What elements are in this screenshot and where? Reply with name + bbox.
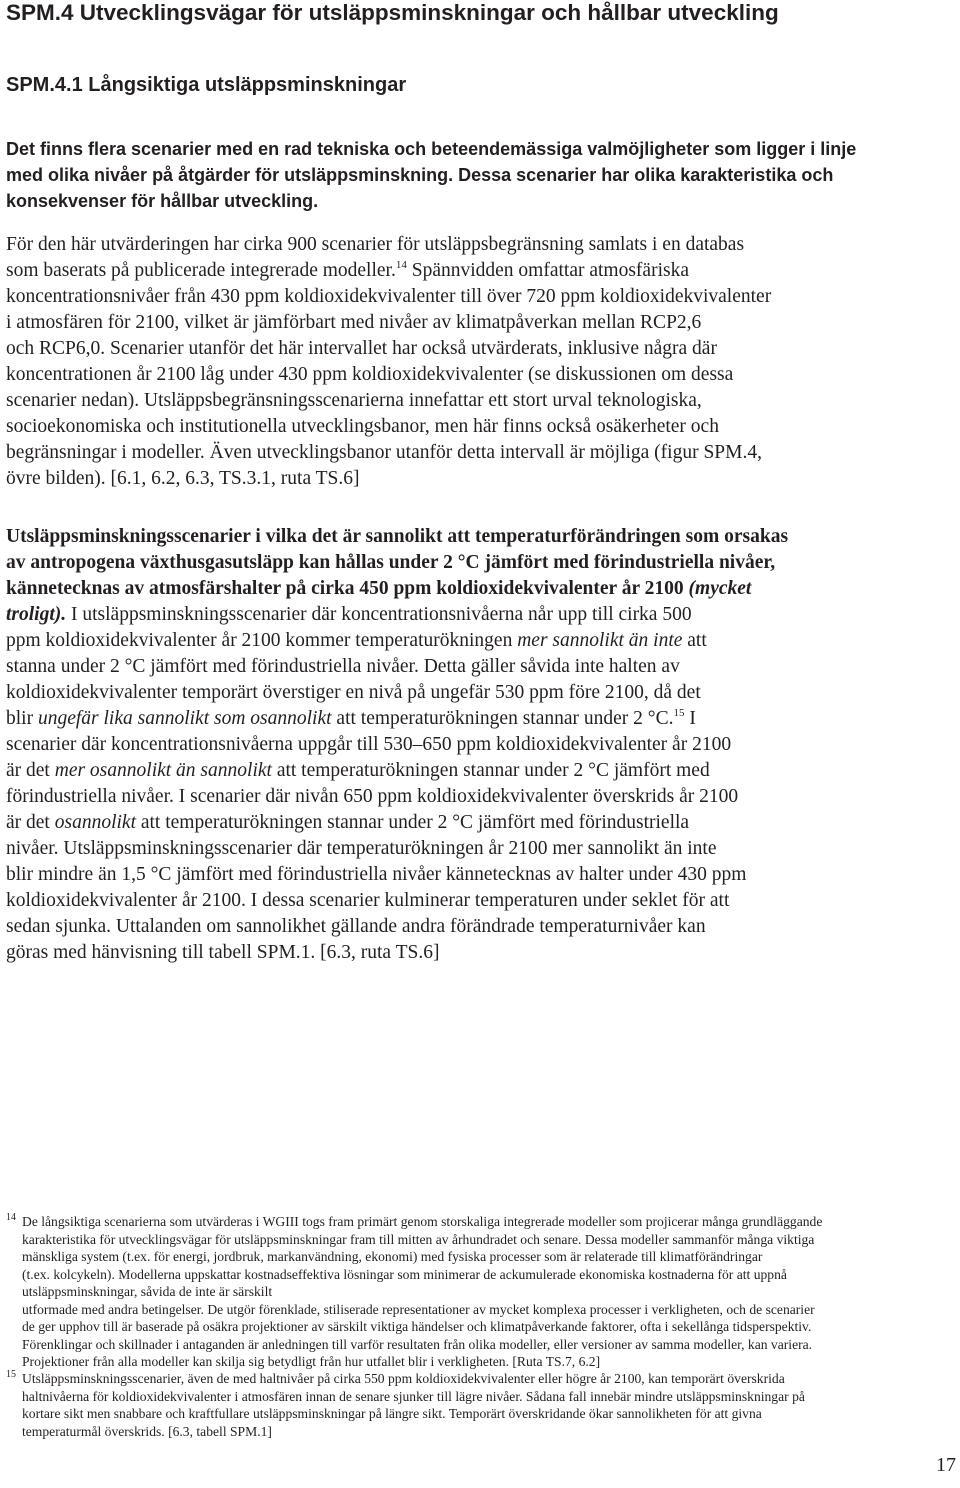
text-line: och RCP6,0. Scenarier utanför det här intervallet har också utvärderats, inklusive några där bbox=[6, 338, 717, 359]
footnote-number: 15 bbox=[6, 1369, 16, 1380]
footnote-15 bbox=[22, 1370, 934, 1440]
text-run: att temperaturökningen stannar under 2 °C. bbox=[331, 708, 674, 729]
footnote-line: utsläppsminskningar, såvida de inte är särskilt bbox=[22, 1284, 273, 1299]
footnote-line: (t.ex. kolcykeln). Modellerna uppskattar kostnadseffektiva lösningar som minimerar de ackumulerade ekonomiska kostnaderna för att uppnå bbox=[22, 1266, 787, 1282]
text-line: förindustriella nivåer. I scenarier där nivån 650 ppm koldioxidekvivalenter överskrids år 2100 bbox=[6, 786, 739, 807]
likelihood-term: osannolikt bbox=[54, 812, 136, 833]
likelihood-term: troligt). bbox=[6, 604, 67, 625]
text-line: koncentrationsnivåer från 430 ppm koldioxidekvivalenter till över 720 ppm koldioxidekvivalenter bbox=[6, 286, 772, 307]
text-line bbox=[6, 576, 956, 602]
text-line: övre bilden). [6.1, 6.2, 6.3, TS.3.1, ruta TS.6] bbox=[6, 468, 360, 489]
text-line bbox=[6, 706, 956, 732]
text-run: blir bbox=[6, 708, 38, 729]
text-line bbox=[6, 258, 956, 284]
footnote-line: mänskliga system (t.ex. för energi, jordbruk, markanvändning, ekonomi) med fysiska processer som är relaterade till klimatförändringar bbox=[22, 1249, 763, 1264]
intro-paragraph bbox=[6, 136, 950, 214]
footnote-line: de ger upphov till är baserade på osäkra projektioner av särskilt viktiga händelser och klimatpåverkande faktorer, ofta i sekellånga tidsperspektiv. bbox=[22, 1319, 812, 1334]
text-run: I utsläppsminskningsscenarier där koncentrationsnivåerna når upp till cirka 500 bbox=[66, 604, 692, 625]
text-line: scenarier där koncentrationsnivåerna uppgår till 530–650 ppm koldioxidekvivalenter år 2100 bbox=[6, 734, 732, 755]
footnote-line: De långsiktiga scenarierna som utvärderas i WGIII togs fram primärt genom storskaliga integrerade modeller som projicerar många grundläggande bbox=[22, 1214, 823, 1229]
text-line: För den här utvärderingen har cirka 900 scenarier för utsläppsbegränsning samlats i en databas bbox=[6, 234, 745, 255]
bold-text-line: av antropogena växthusgasutsläpp kan hållas under 2 °C jämfört med förindustriella nivåer, bbox=[6, 552, 776, 573]
paragraph-scenarios-database bbox=[6, 232, 956, 492]
text-line: stanna under 2 °C jämfört med förindustriella nivåer. Detta gäller såvida inte halten av bbox=[6, 656, 680, 677]
text-run: att temperaturökningen stannar under 2 °C jämfört med förindustriella bbox=[135, 812, 690, 833]
likelihood-term: ungefär lika sannolikt som osannolikt bbox=[37, 708, 332, 729]
intro-line: konsekvenser för hållbar utveckling. bbox=[6, 191, 319, 211]
footnote-line: utformade med andra betingelser. De utgör förenklade, stiliserade representationer av mycket komplexa processer i verkligheten, och de scenarier bbox=[22, 1301, 815, 1317]
footnote-ref: 14 bbox=[395, 258, 407, 271]
footnote-line: kortare sikt men snabbare och kraftfullare utsläppsminskningar på längre sikt. Temporärt överskridande ökar sannolikheten för att givna bbox=[22, 1406, 762, 1421]
likelihood-term: mer sannolikt än inte bbox=[517, 630, 683, 651]
subsection-title: SPM.4.1 Långsiktiga utsläppsminskningar bbox=[6, 74, 407, 96]
text-run: Spännvidden omfattar atmosfäriska bbox=[406, 260, 689, 281]
text-line: koncentrationen år 2100 låg under 430 ppm koldioxidekvivalenter (se diskussionen om dessa bbox=[6, 364, 734, 385]
footnote-line: karakteristika för utvecklingsvägar för utsläppsminskningar fram till mitten av århundradet och senare. Dessa modeller sammanför många viktiga bbox=[22, 1231, 815, 1247]
text-run: ppm koldioxidekvivalenter år 2100 kommer temperaturökningen bbox=[6, 630, 518, 651]
section-title: SPM.4 Utvecklingsvägar för utsläppsminskningar och hållbar utveckling bbox=[6, 0, 779, 25]
paragraph-temperature-scenarios bbox=[6, 524, 956, 966]
text-run: är det bbox=[6, 760, 55, 781]
text-line bbox=[6, 758, 956, 784]
text-line bbox=[6, 810, 956, 836]
text-run: är det bbox=[6, 812, 55, 833]
text-line: socioekonomiska och institutionella utvecklingsbanor, men här finns också osäkerheter och bbox=[6, 416, 719, 437]
text-line: nivåer. Utsläppsminskningsscenarier där temperaturökningen år 2100 mer sannolikt än inte bbox=[6, 838, 717, 859]
text-line: sedan sjunka. Uttalanden om sannolikhet gällande andra förändrade temperaturnivåer kan bbox=[6, 916, 706, 937]
text-line: koldioxidekvivalenter temporärt överstiger en nivå på ungefär 530 ppm före 2100, då det bbox=[6, 682, 701, 703]
intro-line: med olika nivåer på åtgärder för utsläppsminskning. Dessa scenarier har olika karakteristika och bbox=[6, 165, 834, 185]
text-line: koldioxidekvivalenter år 2100. I dessa scenarier kulminerar temperaturen under seklet för att bbox=[6, 890, 730, 911]
text-line bbox=[6, 628, 956, 654]
footnote-line: Förenklingar och skillnader i antaganden är anledningen till varför resultaten från olika modeller, eller versioner av samma modeller, kan variera. bbox=[22, 1336, 813, 1352]
footnote-14 bbox=[22, 1213, 934, 1371]
likelihood-term: (mycket bbox=[688, 578, 752, 599]
footnote-line: haltnivåerna för koldioxidekvivalenter i atmosfären innan de senare sjunker till lägre nivåer. Sådana fall innebär mindre utsläppsminskningar på bbox=[22, 1388, 805, 1404]
text-line: blir mindre än 1,5 °C jämfört med förindustriella nivåer kännetecknas av halter under 430 ppm bbox=[6, 864, 747, 885]
footnote-line: Projektioner från alla modeller kan skilja sig betydligt från hur utfallet blir i verkligheten. [Ruta TS.7, 6.2] bbox=[22, 1354, 601, 1369]
text-line: scenarier nedan). Utsläppsbegränsningsscenarierna innefattar ett stort urval teknologiska, bbox=[6, 390, 702, 411]
text-run: att temperaturökningen stannar under 2 °C jämfört med bbox=[271, 760, 710, 781]
text-run: som baserats på publicerade integrerade modeller. bbox=[6, 260, 396, 281]
text-line: göras med hänvisning till tabell SPM.1. [6.3, ruta TS.6] bbox=[6, 942, 440, 963]
bold-text-run: kännetecknas av atmosfärshalter på cirka 450 ppm koldioxidekvivalenter år 2100 bbox=[6, 578, 689, 599]
page-number: 17 bbox=[936, 1454, 956, 1476]
likelihood-term: mer osannolikt än sannolikt bbox=[54, 760, 272, 781]
bold-text-line: Utsläppsminskningsscenarier i vilka det är sannolikt att temperaturförändringen som orsakas bbox=[6, 526, 789, 547]
footnote-line: temperaturmål överskrids. [6.3, tabell SPM.1] bbox=[22, 1423, 272, 1439]
footnote-line: Utsläppsminskningsscenarier, även de med haltnivåer på cirka 550 ppm koldioxidekvivalenter eller högre år 2100, kan temporärt överskrida bbox=[22, 1371, 785, 1386]
text-run: att bbox=[682, 630, 707, 651]
text-line: begränsningar i modeller. Även utvecklingsbanor utanför detta intervall är möjliga (figur SPM.4, bbox=[6, 442, 762, 463]
text-run: I bbox=[684, 708, 696, 729]
text-line: i atmosfären för 2100, vilket är jämförbart med nivåer av klimatpåverkan mellan RCP2,6 bbox=[6, 312, 702, 333]
footnote-ref: 15 bbox=[673, 706, 685, 719]
intro-line: Det finns flera scenarier med en rad tekniska och beteendemässiga valmöjligheter som ligger i linje bbox=[6, 139, 857, 159]
footnote-number: 14 bbox=[6, 1212, 16, 1223]
text-line bbox=[6, 602, 956, 628]
